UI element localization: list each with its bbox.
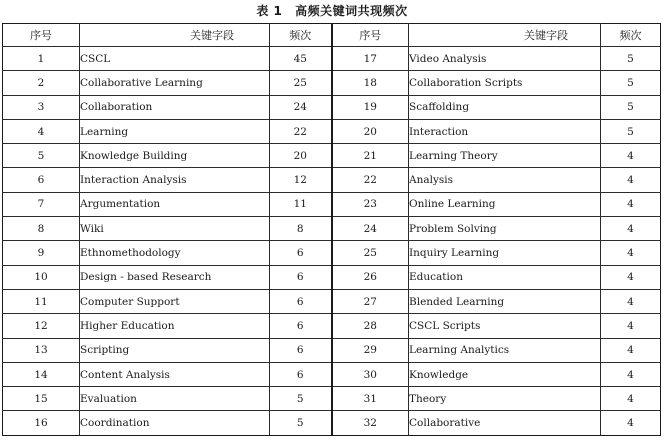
table-row: [3, 265, 661, 289]
cell-index-left: 16: [3, 411, 80, 435]
cell-index-right: 22: [332, 168, 409, 192]
cell-index-right: 30: [332, 362, 409, 386]
cell-frequency-right: 4: [601, 411, 661, 435]
cell-frequency-right: 4: [601, 241, 661, 265]
cell-index-right: 20: [332, 119, 409, 143]
cell-keyword-left: Scripting: [80, 338, 270, 362]
cell-index-right: 29: [332, 338, 409, 362]
cell-keyword-left: Coordination: [80, 411, 270, 435]
cell-keyword-left: Knowledge Building: [80, 144, 270, 168]
cell-index-right: 25: [332, 241, 409, 265]
column-header-keyword-left: 关键字段: [80, 24, 270, 47]
caption-label: 表 1: [256, 4, 283, 18]
cell-keyword-right: Blended Learning: [409, 289, 601, 313]
cell-keyword-left: CSCL: [80, 47, 270, 71]
cell-index-right: 21: [332, 144, 409, 168]
table-row: [3, 47, 661, 71]
cell-frequency-right: 4: [601, 362, 661, 386]
cell-frequency-left: 24: [270, 95, 332, 119]
cell-keyword-right: Inquiry Learning: [409, 241, 601, 265]
cell-keyword-left: Wiki: [80, 217, 270, 241]
cell-keyword-right: Knowledge: [409, 362, 601, 386]
cell-index-left: 14: [3, 362, 80, 386]
cell-index-left: 3: [3, 95, 80, 119]
table-row: [3, 192, 661, 216]
cell-keyword-right: Education: [409, 265, 601, 289]
cell-keyword-left: Ethnomethodology: [80, 241, 270, 265]
table-row: [3, 144, 661, 168]
table-header-row: [3, 24, 661, 47]
cell-keyword-left: Content Analysis: [80, 362, 270, 386]
cell-keyword-left: Higher Education: [80, 314, 270, 338]
cell-index-right: 18: [332, 71, 409, 95]
cell-keyword-right: Collaborative: [409, 411, 601, 435]
cell-frequency-right: 4: [601, 168, 661, 192]
cell-frequency-left: 6: [270, 289, 332, 313]
cell-frequency-right: 5: [601, 71, 661, 95]
table-row: [3, 241, 661, 265]
cell-keyword-left: Interaction Analysis: [80, 168, 270, 192]
cell-index-left: 10: [3, 265, 80, 289]
cell-keyword-right: Theory: [409, 387, 601, 411]
cell-keyword-right: Interaction: [409, 119, 601, 143]
cell-index-right: 17: [332, 47, 409, 71]
cell-index-right: 32: [332, 411, 409, 435]
cell-frequency-left: 6: [270, 314, 332, 338]
table-row: [3, 411, 661, 435]
cell-keyword-left: Collaboration: [80, 95, 270, 119]
cell-index-right: 28: [332, 314, 409, 338]
cell-keyword-right: Online Learning: [409, 192, 601, 216]
cell-frequency-left: 8: [270, 217, 332, 241]
cell-keyword-left: Collaborative Learning: [80, 71, 270, 95]
cell-frequency-left: 6: [270, 265, 332, 289]
cell-keyword-left: Argumentation: [80, 192, 270, 216]
cell-index-right: 31: [332, 387, 409, 411]
column-header-frequency-left: 频次: [270, 24, 332, 47]
table-row: [3, 71, 661, 95]
cell-frequency-left: 25: [270, 71, 332, 95]
table-row: [3, 314, 661, 338]
table-caption: [0, 2, 664, 20]
cell-index-left: 4: [3, 119, 80, 143]
table-row: [3, 338, 661, 362]
table-row: [3, 95, 661, 119]
cell-index-left: 7: [3, 192, 80, 216]
cell-index-right: 23: [332, 192, 409, 216]
cell-keyword-right: Video Analysis: [409, 47, 601, 71]
cell-frequency-right: 4: [601, 314, 661, 338]
cell-index-left: 13: [3, 338, 80, 362]
cell-index-left: 8: [3, 217, 80, 241]
cell-frequency-right: 4: [601, 289, 661, 313]
cell-keyword-right: Learning Analytics: [409, 338, 601, 362]
cell-keyword-left: Design - based Research: [80, 265, 270, 289]
cell-keyword-right: Problem Solving: [409, 217, 601, 241]
cell-frequency-right: 4: [601, 217, 661, 241]
cell-frequency-left: 11: [270, 192, 332, 216]
cell-keyword-left: Computer Support: [80, 289, 270, 313]
cell-index-right: 19: [332, 95, 409, 119]
column-header-index-right: 序号: [332, 24, 409, 47]
cell-keyword-right: CSCL Scripts: [409, 314, 601, 338]
cell-frequency-left: 6: [270, 338, 332, 362]
cell-index-left: 6: [3, 168, 80, 192]
cell-keyword-right: Learning Theory: [409, 144, 601, 168]
cell-frequency-left: 45: [270, 47, 332, 71]
cell-keyword-left: Learning: [80, 119, 270, 143]
table-row: [3, 387, 661, 411]
cell-keyword-right: Scaffolding: [409, 95, 601, 119]
column-header-frequency-right: 频次: [601, 24, 661, 47]
caption-title: 高频关键词共现频次: [295, 4, 408, 18]
cell-index-left: 11: [3, 289, 80, 313]
cell-index-left: 9: [3, 241, 80, 265]
cell-frequency-left: 6: [270, 241, 332, 265]
cell-index-left: 5: [3, 144, 80, 168]
cell-index-left: 15: [3, 387, 80, 411]
cell-keyword-right: Analysis: [409, 168, 601, 192]
table-row: [3, 119, 661, 143]
keyword-frequency-table: [2, 23, 661, 436]
cell-frequency-right: 5: [601, 119, 661, 143]
table-row: [3, 289, 661, 313]
cell-keyword-right: Collaboration Scripts: [409, 71, 601, 95]
cell-frequency-right: 4: [601, 192, 661, 216]
table-row: [3, 362, 661, 386]
column-header-keyword-right: 关键字段: [409, 24, 601, 47]
cell-frequency-left: 12: [270, 168, 332, 192]
cell-frequency-left: 6: [270, 362, 332, 386]
cell-frequency-right: 5: [601, 95, 661, 119]
cell-frequency-right: 4: [601, 265, 661, 289]
table-row: [3, 217, 661, 241]
cell-frequency-left: 5: [270, 411, 332, 435]
cell-index-right: 27: [332, 289, 409, 313]
table-row: [3, 168, 661, 192]
cell-frequency-left: 20: [270, 144, 332, 168]
cell-frequency-right: 5: [601, 47, 661, 71]
cell-frequency-left: 5: [270, 387, 332, 411]
cell-keyword-left: Evaluation: [80, 387, 270, 411]
cell-frequency-right: 4: [601, 338, 661, 362]
cell-frequency-right: 4: [601, 144, 661, 168]
cell-index-left: 2: [3, 71, 80, 95]
cell-index-right: 24: [332, 217, 409, 241]
cell-index-left: 12: [3, 314, 80, 338]
column-header-index-left: 序号: [3, 24, 80, 47]
cell-frequency-right: 4: [601, 387, 661, 411]
cell-index-left: 1: [3, 47, 80, 71]
cell-index-right: 26: [332, 265, 409, 289]
cell-frequency-left: 22: [270, 119, 332, 143]
